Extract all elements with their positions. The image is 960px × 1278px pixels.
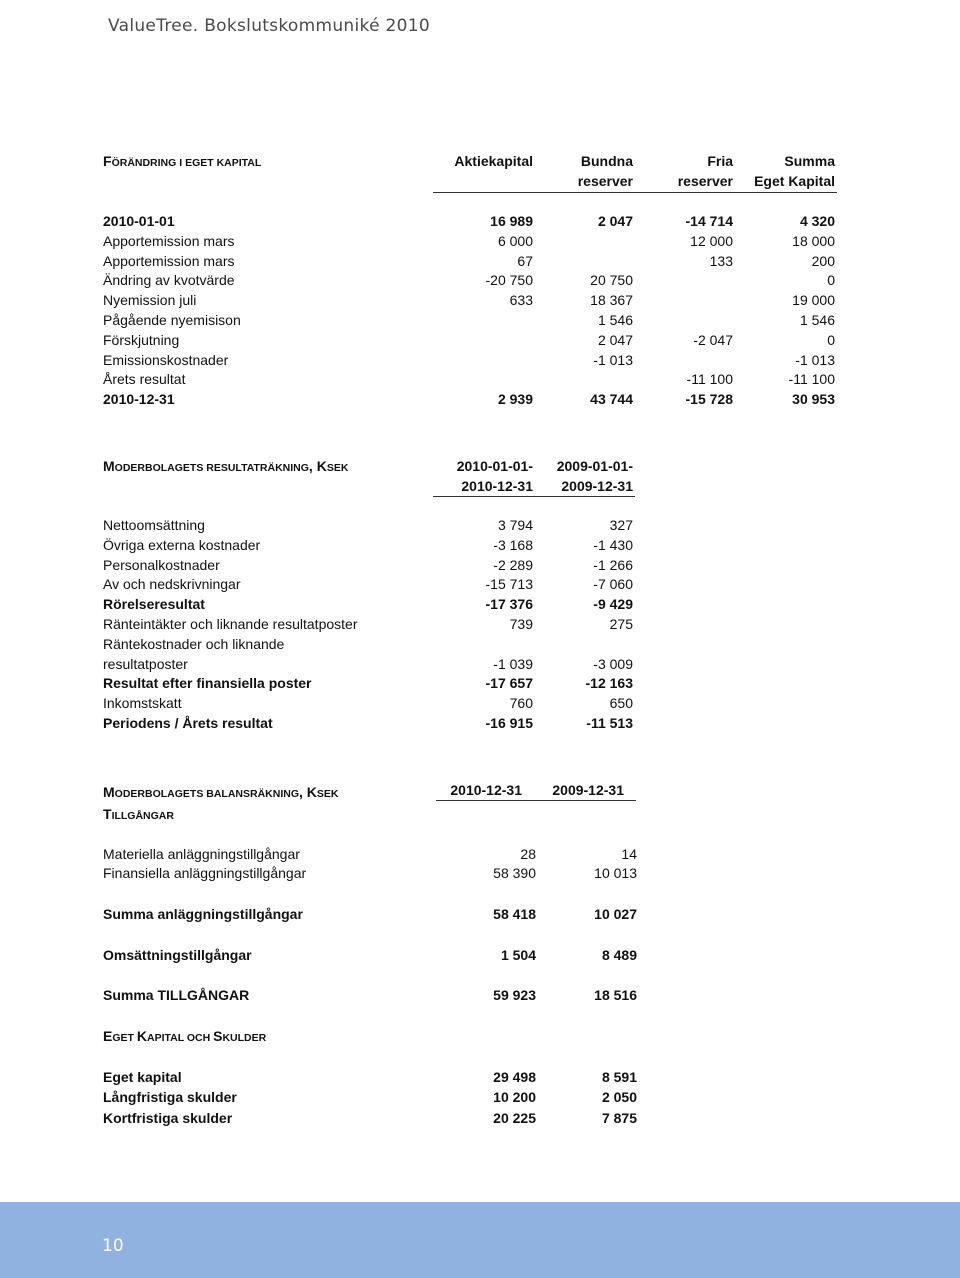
equity-row-label: Emissionskostnader (103, 351, 229, 368)
income-row-label: Räntekostnader och liknande (103, 635, 285, 652)
liabilities-heading: EGET KAPITAL OCH SKULDER (103, 1028, 267, 1044)
income-row-label: Rörelseresultat (103, 596, 205, 613)
equity-row-label: Förskjutning (103, 331, 180, 348)
balance-cell: 28 (520, 846, 536, 862)
income-col-header-line1: 2009-01-01- (556, 458, 633, 474)
liability-cell: 7 875 (601, 1110, 637, 1126)
balance-cell: 1 504 (500, 947, 536, 963)
equity-cell: 20 750 (590, 272, 633, 289)
income-cell: -17 657 (485, 675, 533, 692)
income-cell: 650 (609, 695, 633, 712)
equity-cell: 2 939 (497, 391, 533, 408)
income-cell: -1 266 (593, 556, 633, 573)
income-row-label: Inkomstskatt (103, 695, 182, 712)
equity-col-header-line1: Summa (784, 153, 835, 169)
equity-cell: 2 047 (597, 213, 633, 229)
equity-col-header-line1: Bundna (580, 153, 633, 169)
equity-cell: -20 750 (485, 272, 533, 289)
liability-cell: 2 050 (601, 1089, 637, 1105)
balance-cell: 10 027 (594, 906, 637, 922)
income-row-label: Ränteintäkter och liknande resultatposter (103, 616, 358, 632)
document-header-title: ValueTree. Bokslutskommuniké 2010 (108, 16, 430, 36)
equity-heading: FÖRÄNDRING I EGET KAPITAL (103, 153, 262, 169)
liability-row-label: Kortfristiga skulder (103, 1110, 233, 1126)
balance-col-2009: 2009-12-31 (552, 782, 624, 798)
balance-cell: 10 013 (594, 865, 637, 881)
income-cell: 275 (609, 616, 633, 632)
liability-cell: 8 591 (601, 1069, 637, 1085)
income-col-header-line2: 2009-12-31 (561, 478, 633, 494)
liability-cell: 29 498 (493, 1069, 536, 1085)
balance-row-label: Finansiella anläggningstillgångar (103, 865, 307, 881)
equity-cell: 18 367 (590, 292, 633, 309)
balance-cell: 58 418 (493, 906, 536, 922)
equity-cell: 18 000 (792, 232, 835, 249)
equity-cell: 0 (827, 272, 835, 289)
income-cell: -1 039 (493, 655, 533, 672)
equity-cell: 12 000 (690, 232, 733, 249)
equity-col-header-line1: Fria (707, 153, 733, 169)
income-col-header-line1: 2010-01-01- (456, 458, 533, 474)
equity-cell: 1 546 (799, 312, 835, 328)
income-cell: -16 915 (485, 715, 533, 731)
income-cell: -12 163 (585, 675, 633, 692)
equity-cell: 67 (517, 252, 533, 269)
balance-row-label: Omsättningstillgångar (103, 947, 252, 963)
income-cell: -15 713 (485, 576, 533, 593)
equity-col-header-line2: Eget Kapital (754, 173, 835, 189)
equity-cell: -11 100 (686, 371, 733, 388)
income-cell: -2 289 (493, 556, 533, 573)
equity-cell: 19 000 (792, 292, 835, 309)
income-cell: 739 (509, 616, 533, 632)
balance-cell: 58 390 (493, 865, 536, 881)
equity-cell: 633 (509, 292, 533, 309)
equity-row-label: 2010-01-01 (103, 213, 175, 229)
equity-cell: 16 989 (490, 213, 533, 229)
equity-cell: 30 953 (792, 391, 835, 408)
balance-header-rule (436, 800, 636, 801)
balance-heading: MODERBOLAGETS BALANSRÄKNING, KSEK (103, 784, 339, 800)
income-row-label: resultatposter (103, 655, 188, 672)
balance-cell: 18 516 (594, 987, 637, 1003)
balance-row-label: Summa TILLGÅNGAR (103, 987, 250, 1003)
income-cell: -17 376 (485, 596, 533, 613)
income-row-label: Övriga externa kostnader (103, 536, 261, 553)
income-cell: -1 430 (593, 536, 633, 553)
assets-heading: TILLGÅNGAR (103, 806, 174, 822)
income-row-label: Nettoomsättning (103, 517, 205, 533)
liability-cell: 10 200 (493, 1089, 536, 1105)
equity-cell: 200 (811, 252, 835, 269)
equity-cell: -1 013 (593, 351, 633, 368)
income-cell: 327 (609, 517, 633, 533)
equity-row-label: Apportemission mars (103, 232, 235, 249)
equity-cell: -14 714 (685, 213, 733, 229)
equity-cell: -2 047 (693, 331, 733, 348)
page-number: 10 (102, 1236, 124, 1256)
income-cell: -3 009 (593, 655, 633, 672)
equity-cell: -11 100 (788, 371, 835, 388)
equity-cell: 43 744 (590, 391, 633, 408)
equity-cell: 2 047 (597, 331, 633, 348)
equity-cell: -1 013 (795, 351, 835, 368)
balance-cell: 8 489 (601, 947, 637, 963)
equity-cell: -15 728 (685, 391, 733, 408)
equity-row-label: Ändring av kvotvärde (103, 272, 235, 289)
balance-col-2010: 2010-12-31 (450, 782, 522, 798)
income-header-rule (433, 496, 635, 497)
income-cell: -9 429 (593, 596, 633, 613)
balance-row-label: Materiella anläggningstillgångar (103, 846, 300, 862)
page-footer-band (0, 1202, 960, 1278)
equity-cell: 1 546 (597, 312, 633, 328)
income-col-header-line2: 2010-12-31 (461, 478, 533, 494)
income-row-label: Resultat efter finansiella poster (103, 675, 312, 692)
equity-row-label: Pågående nyemisison (103, 312, 241, 328)
equity-cell: 133 (709, 252, 733, 269)
liability-row-label: Långfristiga skulder (103, 1089, 237, 1105)
income-cell: -7 060 (593, 576, 633, 593)
equity-col-header-line1: Aktiekapital (454, 153, 533, 169)
equity-col-header-line2: reserver (677, 173, 733, 189)
equity-header-rule (433, 192, 837, 193)
equity-row-label: Apportemission mars (103, 252, 235, 269)
income-row-label: Periodens / Årets resultat (103, 715, 273, 731)
equity-row-label: 2010-12-31 (103, 391, 175, 408)
equity-row-label: Årets resultat (103, 371, 186, 388)
income-row-label: Av och nedskrivningar (103, 576, 241, 593)
equity-cell: 6 000 (497, 232, 533, 249)
equity-cell: 0 (827, 331, 835, 348)
liability-row-label: Eget kapital (103, 1069, 182, 1085)
income-cell: 3 794 (497, 517, 533, 533)
equity-cell: 4 320 (799, 213, 835, 229)
income-cell: -11 513 (586, 715, 633, 731)
balance-cell: 14 (621, 846, 637, 862)
income-heading: MODERBOLAGETS RESULTATRÄKNING, KSEK (103, 458, 349, 474)
income-row-label: Personalkostnader (103, 556, 220, 573)
equity-row-label: Nyemission juli (103, 292, 197, 309)
liability-cell: 20 225 (493, 1110, 536, 1126)
income-cell: 760 (509, 695, 533, 712)
income-cell: -3 168 (493, 536, 533, 553)
balance-row-label: Summa anläggningstillgångar (103, 906, 303, 922)
balance-cell: 59 923 (493, 987, 536, 1003)
equity-col-header-line2: reserver (577, 173, 633, 189)
